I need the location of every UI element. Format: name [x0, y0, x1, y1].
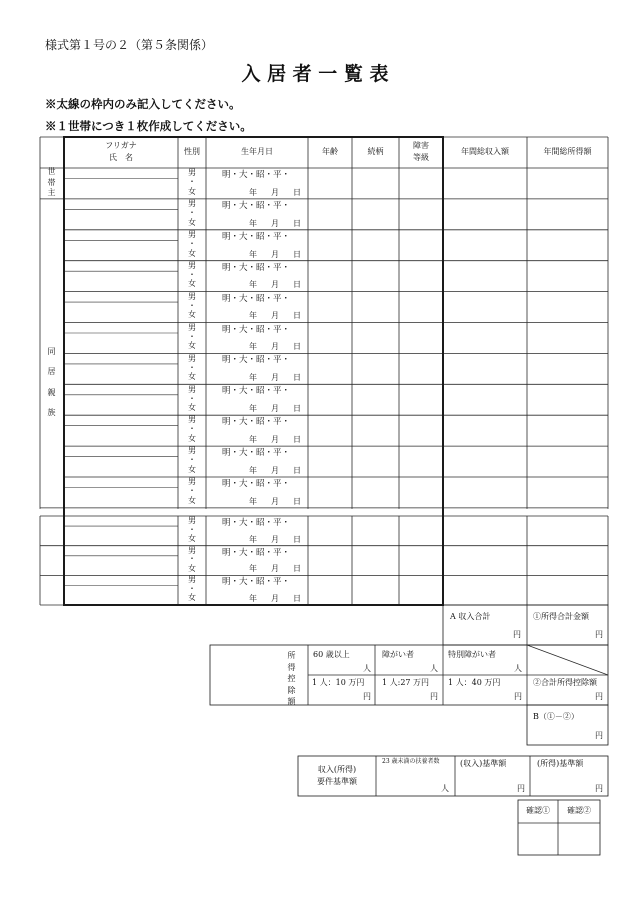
annual-income-cell: [443, 516, 527, 546]
birthdate-cell: [206, 323, 308, 354]
income-total-label: A 収入合計: [450, 612, 491, 621]
month-unit: 月: [271, 594, 279, 604]
member-row: [0, 575, 630, 605]
month-unit: 月: [271, 342, 279, 352]
header-name: 氏 名: [109, 153, 133, 162]
sex-cell: [178, 446, 206, 477]
furigana-cell: [64, 230, 178, 241]
furigana-cell: [64, 168, 178, 179]
disability-grade-cell: [399, 261, 443, 292]
birthdate-cell: [206, 546, 308, 576]
annual-earnings-cell: [527, 575, 608, 605]
name-cell: [64, 333, 178, 353]
member-row: [0, 353, 630, 384]
month-unit: 月: [271, 564, 279, 574]
sex-male-option: 男: [188, 260, 196, 270]
sex-male-option: 男: [188, 291, 196, 301]
relationship-cell: [352, 323, 399, 354]
relationship-cell: [352, 353, 399, 384]
birthdate-cell: [206, 199, 308, 230]
relationship-cell: [352, 415, 399, 446]
sex-separator: ・: [188, 300, 196, 310]
annual-income-cell: [443, 230, 527, 261]
sex-male-option: 男: [188, 384, 196, 394]
header-sex: 性別: [184, 147, 200, 156]
annual-income-cell: [443, 323, 527, 354]
birthdate-cell: [206, 516, 308, 546]
group-label-householder: 世帯主: [47, 167, 56, 197]
year-unit: 年: [249, 187, 257, 197]
year-unit: 年: [249, 249, 257, 259]
sex-female-option: 女: [188, 372, 196, 382]
special-disabled-person-unit: 人: [514, 664, 522, 673]
balance-yen: 円: [595, 731, 603, 740]
income-total-yen: 円: [513, 630, 521, 639]
annual-earnings-cell: [527, 415, 608, 446]
sex-cell: [178, 415, 206, 446]
confirmation-2-label: 確認②: [567, 806, 591, 815]
name-cell: [64, 395, 178, 415]
month-unit: 月: [271, 311, 279, 321]
relationship-cell: [352, 516, 399, 546]
annual-income-cell: [443, 261, 527, 292]
day-unit: 日: [293, 249, 301, 259]
sex-cell: [178, 575, 206, 605]
furigana-cell: [64, 292, 178, 303]
sex-male-option: 男: [188, 168, 196, 178]
era-options: 明・大・昭・平・: [222, 417, 291, 428]
age-cell: [308, 477, 352, 508]
sex-female-option: 女: [188, 533, 196, 543]
member-row: [0, 292, 630, 323]
relationship-cell: [352, 477, 399, 508]
member-row: [0, 323, 630, 354]
group-label-cohabiting: 同居親族: [47, 347, 56, 417]
sex-cell: [178, 261, 206, 292]
name-cell: [64, 240, 178, 260]
furigana-cell: [64, 575, 178, 585]
annual-earnings-cell: [527, 323, 608, 354]
year-unit: 年: [249, 465, 257, 475]
month-unit: 月: [271, 465, 279, 475]
sex-male-option: 男: [188, 230, 196, 240]
deductions-label: 所得控除額: [287, 651, 296, 706]
member-row: [0, 168, 630, 199]
sex-separator: ・: [188, 362, 196, 372]
age-cell: [308, 415, 352, 446]
birthdate-cell: [206, 261, 308, 292]
sex-female-option: 女: [188, 464, 196, 474]
name-cell: [64, 364, 178, 384]
furigana-cell: [64, 199, 178, 210]
month-unit: 月: [271, 187, 279, 197]
annual-earnings-cell: [527, 353, 608, 384]
earnings-standard-label: (所得)基準額: [537, 759, 584, 768]
year-unit: 年: [249, 373, 257, 383]
name-cell: [64, 585, 178, 605]
sex-separator: ・: [188, 584, 196, 594]
member-row: [0, 516, 630, 546]
relationship-cell: [352, 446, 399, 477]
era-options: 明・大・昭・平・: [222, 577, 291, 588]
annual-income-cell: [443, 546, 527, 576]
sex-separator: ・: [188, 331, 196, 341]
annual-income-cell: [443, 575, 527, 605]
day-unit: 日: [293, 564, 301, 574]
name-cell: [64, 302, 178, 322]
over-60-label: 60 歳以上: [313, 650, 350, 659]
confirmation-1-label: 確認①: [526, 806, 550, 815]
annual-earnings-cell: [527, 446, 608, 477]
relationship-cell: [352, 575, 399, 605]
disability-grade-cell: [399, 477, 443, 508]
annual-income-cell: [443, 353, 527, 384]
form-number: 様式第１号の２（第５条関係）: [45, 38, 214, 52]
annual-earnings-cell: [527, 292, 608, 323]
year-unit: 年: [249, 534, 257, 544]
furigana-cell: [64, 323, 178, 334]
special-disabled-label: 特別障がい者: [448, 650, 496, 659]
sex-separator: ・: [188, 524, 196, 534]
member-row: [0, 261, 630, 292]
sex-separator: ・: [188, 177, 196, 187]
sex-female-option: 女: [188, 217, 196, 227]
relationship-cell: [352, 384, 399, 415]
day-unit: 日: [293, 373, 301, 383]
annual-income-cell: [443, 446, 527, 477]
income-standard-yen: 円: [517, 784, 525, 793]
disability-grade-cell: [399, 323, 443, 354]
year-unit: 年: [249, 342, 257, 352]
era-options: 明・大・昭・平・: [222, 200, 291, 211]
age-cell: [308, 261, 352, 292]
day-unit: 日: [293, 187, 301, 197]
earnings-total-yen: 円: [595, 630, 603, 639]
disability-grade-cell: [399, 575, 443, 605]
relationship-cell: [352, 230, 399, 261]
day-unit: 日: [293, 342, 301, 352]
furigana-cell: [64, 477, 178, 488]
disabled-person-unit: 人: [430, 664, 438, 673]
special-disabled-yen: 円: [514, 692, 522, 701]
sex-male-option: 男: [188, 516, 196, 526]
annual-earnings-cell: [527, 477, 608, 508]
relationship-cell: [352, 292, 399, 323]
name-cell: [64, 179, 178, 199]
age-cell: [308, 516, 352, 546]
disability-grade-cell: [399, 446, 443, 477]
sex-female-option: 女: [188, 248, 196, 258]
year-unit: 年: [249, 218, 257, 228]
page-title: 入 居 者 一 覧 表: [241, 63, 389, 85]
sex-male-option: 男: [188, 446, 196, 456]
age-cell: [308, 353, 352, 384]
name-cell: [64, 426, 178, 446]
era-options: 明・大・昭・平・: [222, 448, 291, 459]
member-row: [0, 199, 630, 230]
disabled-yen: 円: [430, 692, 438, 701]
age-cell: [308, 292, 352, 323]
sex-separator: ・: [188, 455, 196, 465]
annual-earnings-cell: [527, 384, 608, 415]
disability-grade-cell: [399, 230, 443, 261]
age-cell: [308, 384, 352, 415]
sex-male-option: 男: [188, 477, 196, 487]
sex-separator: ・: [188, 208, 196, 218]
sex-cell: [178, 199, 206, 230]
age-cell: [308, 168, 352, 199]
annual-earnings-cell: [527, 516, 608, 546]
month-unit: 月: [271, 218, 279, 228]
earnings-total-label: ①所得合計金額: [533, 612, 589, 621]
disability-grade-cell: [399, 168, 443, 199]
sex-male-option: 男: [188, 575, 196, 585]
relationship-cell: [352, 546, 399, 576]
header-annual-income: 年間総収入額: [461, 147, 509, 156]
name-cell: [64, 457, 178, 477]
annual-income-cell: [443, 477, 527, 508]
year-unit: 年: [249, 496, 257, 506]
day-unit: 日: [293, 311, 301, 321]
sex-female-option: 女: [188, 593, 196, 603]
instruction-note-one-sheet: ※１世帯につき１枚作成してください。: [45, 119, 252, 133]
month-unit: 月: [271, 373, 279, 383]
disability-grade-cell: [399, 384, 443, 415]
sex-male-option: 男: [188, 353, 196, 363]
birthdate-cell: [206, 292, 308, 323]
day-unit: 日: [293, 404, 301, 414]
sex-male-option: 男: [188, 545, 196, 555]
dependents-person-unit: 人: [441, 784, 449, 793]
sex-female-option: 女: [188, 403, 196, 413]
birthdate-cell: [206, 168, 308, 199]
day-unit: 日: [293, 594, 301, 604]
disabled-rate: 1 人:27 万円: [382, 678, 430, 687]
year-unit: 年: [249, 594, 257, 604]
sex-separator: ・: [188, 393, 196, 403]
year-unit: 年: [249, 280, 257, 290]
month-unit: 月: [271, 434, 279, 444]
requirement-label-line2: 要件基準額: [317, 777, 357, 786]
birthdate-cell: [206, 230, 308, 261]
disability-grade-cell: [399, 353, 443, 384]
era-options: 明・大・昭・平・: [222, 386, 291, 397]
month-unit: 月: [271, 534, 279, 544]
member-row: [0, 446, 630, 477]
age-cell: [308, 230, 352, 261]
name-cell: [64, 526, 178, 546]
sex-separator: ・: [188, 239, 196, 248]
sex-female-option: 女: [188, 341, 196, 351]
furigana-cell: [64, 546, 178, 556]
requirement-label-line1: 収入(所得): [317, 765, 357, 774]
month-unit: 月: [271, 496, 279, 506]
name-cell: [64, 271, 178, 291]
over-60-yen: 円: [363, 692, 371, 701]
furigana-cell: [64, 384, 178, 395]
sex-cell: [178, 168, 206, 199]
birthdate-cell: [206, 477, 308, 508]
sex-separator: ・: [188, 269, 196, 279]
name-cell: [64, 556, 178, 576]
birthdate-cell: [206, 384, 308, 415]
sex-separator: ・: [188, 424, 196, 434]
rule-line: [527, 645, 608, 675]
sex-female-option: 女: [188, 310, 196, 320]
day-unit: 日: [293, 465, 301, 475]
year-unit: 年: [249, 564, 257, 574]
sex-cell: [178, 353, 206, 384]
sex-cell: [178, 292, 206, 323]
year-unit: 年: [249, 404, 257, 414]
birthdate-cell: [206, 446, 308, 477]
era-options: 明・大・昭・平・: [222, 293, 291, 304]
disability-grade-cell: [399, 415, 443, 446]
furigana-cell: [64, 353, 178, 364]
furigana-cell: [64, 415, 178, 426]
annual-income-cell: [443, 168, 527, 199]
annual-income-cell: [443, 384, 527, 415]
special-disabled-rate: 1 人：40 万円: [448, 678, 501, 687]
header-age: 年齢: [322, 147, 338, 156]
birthdate-cell: [206, 575, 308, 605]
furigana-cell: [64, 516, 178, 526]
era-options: 明・大・昭・平・: [222, 355, 291, 366]
member-row: [0, 546, 630, 576]
era-options: 明・大・昭・平・: [222, 231, 291, 242]
dependents-label: 23 歳未満の扶養者数: [382, 758, 440, 765]
day-unit: 日: [293, 434, 301, 444]
member-row: [0, 384, 630, 415]
relationship-cell: [352, 168, 399, 199]
month-unit: 月: [271, 404, 279, 414]
day-unit: 日: [293, 534, 301, 544]
header-birthdate: 生年月日: [241, 147, 273, 156]
header-disability-line2: 等級: [413, 153, 429, 162]
header-disability-line1: 障害: [413, 141, 429, 150]
member-row: [0, 477, 630, 508]
annual-earnings-cell: [527, 199, 608, 230]
annual-earnings-cell: [527, 230, 608, 261]
year-unit: 年: [249, 434, 257, 444]
header-furigana: フリガナ: [105, 141, 137, 150]
age-cell: [308, 199, 352, 230]
total-deduction-yen: 円: [595, 692, 603, 701]
sex-separator: ・: [188, 486, 196, 496]
sex-female-option: 女: [188, 563, 196, 573]
sex-cell: [178, 384, 206, 415]
annual-earnings-cell: [527, 261, 608, 292]
sex-cell: [178, 230, 206, 261]
sex-male-option: 男: [188, 199, 196, 209]
relationship-cell: [352, 261, 399, 292]
month-unit: 月: [271, 249, 279, 259]
instruction-note-thick-frame: ※太線の枠内のみ記入してください。: [45, 97, 241, 111]
sex-female-option: 女: [188, 279, 196, 289]
sex-cell: [178, 516, 206, 546]
sex-cell: [178, 477, 206, 508]
day-unit: 日: [293, 280, 301, 290]
year-unit: 年: [249, 311, 257, 321]
balance-label: B（①－②）: [533, 712, 579, 721]
header-relationship: 続柄: [367, 147, 384, 156]
sex-separator: ・: [188, 554, 196, 564]
name-cell: [64, 488, 178, 508]
relationship-cell: [352, 199, 399, 230]
disability-grade-cell: [399, 516, 443, 546]
sex-male-option: 男: [188, 415, 196, 425]
era-options: 明・大・昭・平・: [222, 262, 291, 273]
header-annual-earnings: 年間総所得額: [543, 147, 592, 156]
sex-cell: [178, 546, 206, 576]
name-cell: [64, 209, 178, 229]
annual-earnings-cell: [527, 168, 608, 199]
era-options: 明・大・昭・平・: [222, 479, 291, 490]
disability-grade-cell: [399, 546, 443, 576]
income-standard-label: (収入)基準額: [460, 759, 507, 768]
month-unit: 月: [271, 280, 279, 290]
disability-grade-cell: [399, 292, 443, 323]
member-row: [0, 230, 630, 261]
disability-grade-cell: [399, 199, 443, 230]
birthdate-cell: [206, 353, 308, 384]
annual-income-cell: [443, 292, 527, 323]
total-deduction-label: ②合計所得控除額: [533, 678, 597, 687]
sex-cell: [178, 323, 206, 354]
era-options: 明・大・昭・平・: [222, 324, 291, 335]
sex-female-option: 女: [188, 495, 196, 505]
annual-income-cell: [443, 415, 527, 446]
annual-income-cell: [443, 199, 527, 230]
earnings-standard-yen: 円: [595, 784, 603, 793]
over-60-person-unit: 人: [363, 664, 371, 673]
era-options: 明・大・昭・平・: [222, 517, 291, 528]
day-unit: 日: [293, 218, 301, 228]
member-row: [0, 415, 630, 446]
era-options: 明・大・昭・平・: [222, 170, 291, 181]
age-cell: [308, 546, 352, 576]
age-cell: [308, 446, 352, 477]
birthdate-cell: [206, 415, 308, 446]
era-options: 明・大・昭・平・: [222, 547, 291, 558]
age-cell: [308, 575, 352, 605]
disabled-label: 障がい者: [382, 650, 414, 659]
day-unit: 日: [293, 496, 301, 506]
sex-female-option: 女: [188, 186, 196, 196]
annual-earnings-cell: [527, 546, 608, 576]
furigana-cell: [64, 261, 178, 272]
age-cell: [308, 323, 352, 354]
furigana-cell: [64, 446, 178, 457]
sex-male-option: 男: [188, 322, 196, 332]
over-60-rate: 1 人：10 万円: [312, 678, 365, 687]
sex-female-option: 女: [188, 433, 196, 443]
